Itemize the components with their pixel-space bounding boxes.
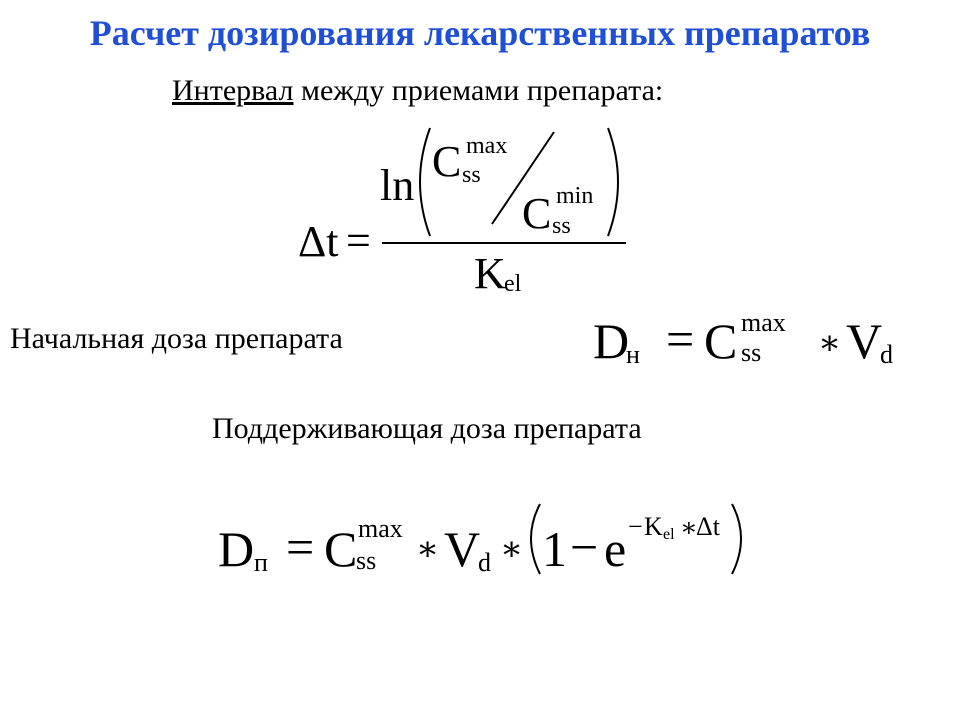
maintenance-dose-mult1: ∗ bbox=[416, 529, 440, 569]
maintenance-dose-exp-dt: Δt bbox=[696, 512, 720, 541]
interval-heading bbox=[172, 74, 663, 108]
maintenance-dose-c-sup: max bbox=[358, 514, 403, 543]
maintenance-dose-d-sub: п bbox=[254, 548, 268, 577]
maintenance-dose-exp-k-sub: el bbox=[663, 526, 675, 543]
interval-heading-rest: между приемами препарата: bbox=[293, 74, 664, 107]
initial-dose-eq: = bbox=[666, 311, 695, 367]
interval-fraction-bar bbox=[382, 242, 626, 244]
interval-lhs: Δt bbox=[298, 217, 339, 266]
maintenance-dose-exp-k: K bbox=[644, 512, 663, 541]
interval-k-sub: el bbox=[504, 271, 522, 297]
interval-c-min: C bbox=[522, 189, 552, 238]
interval-eq: = bbox=[346, 216, 371, 265]
initial-dose-v: V bbox=[846, 313, 883, 369]
interval-c-max-sub: ss bbox=[462, 162, 481, 188]
maintenance-dose-one: 1 bbox=[542, 521, 567, 577]
initial-dose-c: C bbox=[704, 313, 738, 369]
interval-left-paren bbox=[420, 128, 430, 236]
initial-dose-c-sup: max bbox=[741, 308, 786, 337]
maintenance-dose-v: V bbox=[444, 521, 481, 577]
interval-c-min-sup: min bbox=[556, 183, 594, 209]
maintenance-dose-mult2: ∗ bbox=[500, 529, 524, 569]
maintenance-left-paren bbox=[531, 504, 540, 574]
maintenance-dose-label: Поддерживающая доза препарата bbox=[212, 412, 642, 445]
maintenance-dose-c-sub: ss bbox=[356, 546, 377, 575]
interval-right-paren bbox=[608, 128, 618, 236]
interval-k: K bbox=[474, 249, 506, 298]
initial-dose-d-sub: н bbox=[626, 340, 640, 369]
maintenance-dose-eq: = bbox=[286, 519, 315, 575]
maintenance-right-paren bbox=[732, 504, 741, 574]
interval-c-min-sub: ss bbox=[552, 213, 571, 239]
initial-dose-mult: ∗ bbox=[818, 323, 842, 363]
initial-dose-label: Начальная доза препарата bbox=[10, 322, 343, 355]
maintenance-dose-d: D bbox=[218, 521, 255, 577]
interval-ln: ln bbox=[380, 161, 415, 210]
maintenance-dose-minus: − bbox=[570, 519, 599, 575]
maintenance-dose-v-sub: d bbox=[478, 548, 491, 577]
maintenance-dose-c: C bbox=[324, 521, 358, 577]
maintenance-dose-exp-mult: ∗ bbox=[680, 513, 698, 543]
page-title: Расчет дозирования лекарственных препаратов bbox=[89, 13, 871, 53]
interval-heading-underlined: Интервал bbox=[172, 74, 294, 107]
initial-dose-c-sub: ss bbox=[741, 338, 762, 367]
interval-c-max-sup: max bbox=[466, 133, 508, 159]
maintenance-dose-exp-minus: − bbox=[628, 512, 643, 541]
initial-dose-d: D bbox=[593, 313, 630, 369]
interval-c-max: C bbox=[432, 137, 462, 186]
maintenance-dose-e: e bbox=[604, 521, 627, 577]
initial-dose-v-sub: d bbox=[880, 340, 893, 369]
